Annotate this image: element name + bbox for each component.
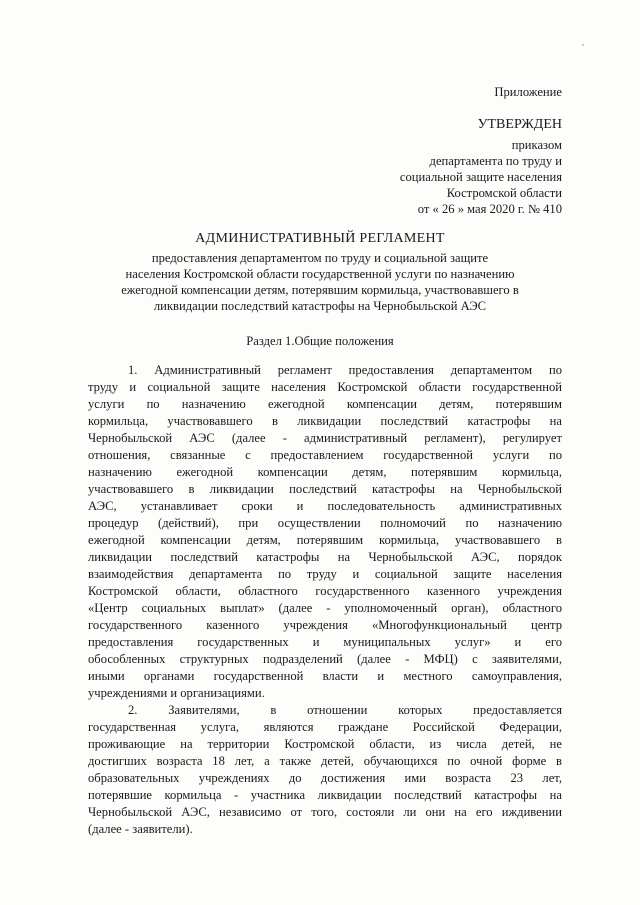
paragraph-line: (далее - заявители). [88, 822, 193, 836]
paragraph-line: Костромской области, областного государственного казенного учреждения [88, 584, 562, 598]
region-line: Костромской области [446, 186, 562, 200]
title-sub-line: ликвидации последствий катастрофы на Чернобыльской АЭС [153, 299, 487, 313]
paragraph-line: обособленных структурных подразделений (далее - МФЦ) с заявителями, [88, 652, 562, 666]
title-sub-line: ежегодной компенсации детям, потерявшим кормильца, участвовавшего в [121, 283, 519, 297]
paragraph-line: учреждениями и организациями. [88, 686, 265, 700]
paragraph-line: отношения, связанные с предоставлением государственной услуги по [88, 448, 562, 462]
paragraph-line: достигших возраста 18 лет, а также детей, обучающихся по очной форме в [88, 754, 562, 768]
paragraph-line: проживающие на территории Костромской области, из числа детей, не [88, 737, 562, 751]
paragraph-line: 1. Административный регламент предоставления департаментом по [128, 363, 562, 377]
paragraph-line: государственная услуга, являются граждане Российской Федерации, [88, 720, 562, 734]
paragraph-line: труду и социальной защите населения Костромской области государственной [88, 380, 562, 394]
scan-speck [582, 44, 584, 46]
paragraph-line: АЭС, устанавливает сроки и последовательность административных [88, 499, 562, 513]
paragraph-line: Чернобыльской АЭС, независимо от того, состояли ли они на его иждивении [88, 805, 562, 819]
paragraph-line: участвовавшего в ликвидации последствий катастрофы на Чернобыльской [88, 482, 562, 496]
paragraph-line: назначению ежегодной компенсации детям, потерявшим кормильца, [88, 465, 562, 479]
paragraph-line: Чернобыльской АЭС (далее - административный регламент), регулирует [88, 431, 562, 445]
paragraph-line: образовательных учреждениях до достижения ими возраста 23 лет, [88, 771, 562, 785]
paragraph-line: «Центр социальных выплат» (далее - уполномоченный орган), областного [88, 601, 562, 615]
department-line-2: социальной защите населения [399, 170, 562, 184]
section-heading: Раздел 1.Общие положения [246, 334, 394, 348]
paragraph-line: 2. Заявителями, в отношении которых предоставляется [128, 703, 562, 717]
paragraph-line: государственного казенного учреждения «Многофункциональный центр [88, 618, 562, 632]
paragraph-line: предоставления государственных и муниципальных услуг» и его [88, 635, 562, 649]
title-sub-line: населения Костромской области государственной услуги по назначению [125, 267, 515, 281]
document-title: АДМИНИСТРАТИВНЫЙ РЕГЛАМЕНТ [195, 231, 445, 246]
order-date: от « 26 » мая 2020 г. № 410 [417, 202, 562, 216]
approved-label: УТВЕРЖДЕН [477, 117, 562, 132]
paragraph-line: потерявшие кормильца - участника ликвидации последствий катастрофы на [88, 788, 562, 802]
paragraph-line: кормильца, участвовавшего в ликвидации последствий катастрофы на [88, 414, 562, 428]
title-sub-line: предоставления департаментом по труду и социальной защите [151, 251, 489, 265]
paragraph-line: взаимодействия департамента по труду и социальной защите населения [88, 567, 562, 581]
paragraph-line: иными органами государственной власти и местного самоуправления, [88, 669, 562, 683]
paragraph-line: процедур (действий), при осуществлении полномочий по назначению [88, 516, 562, 530]
order-label: приказом [511, 138, 562, 152]
paragraph-line: услуги по назначению ежегодной компенсации детям, потерявшим [88, 397, 562, 411]
paragraph-line: ликвидации последствий катастрофы на Чернобыльской АЭС, порядок [88, 550, 562, 564]
appendix-label: Приложение [494, 85, 562, 99]
paragraph-line: ежегодной компенсации детям, потерявшим кормильца, участвовавшего в [88, 533, 562, 547]
department-line-1: департамента по труду и [429, 154, 562, 168]
